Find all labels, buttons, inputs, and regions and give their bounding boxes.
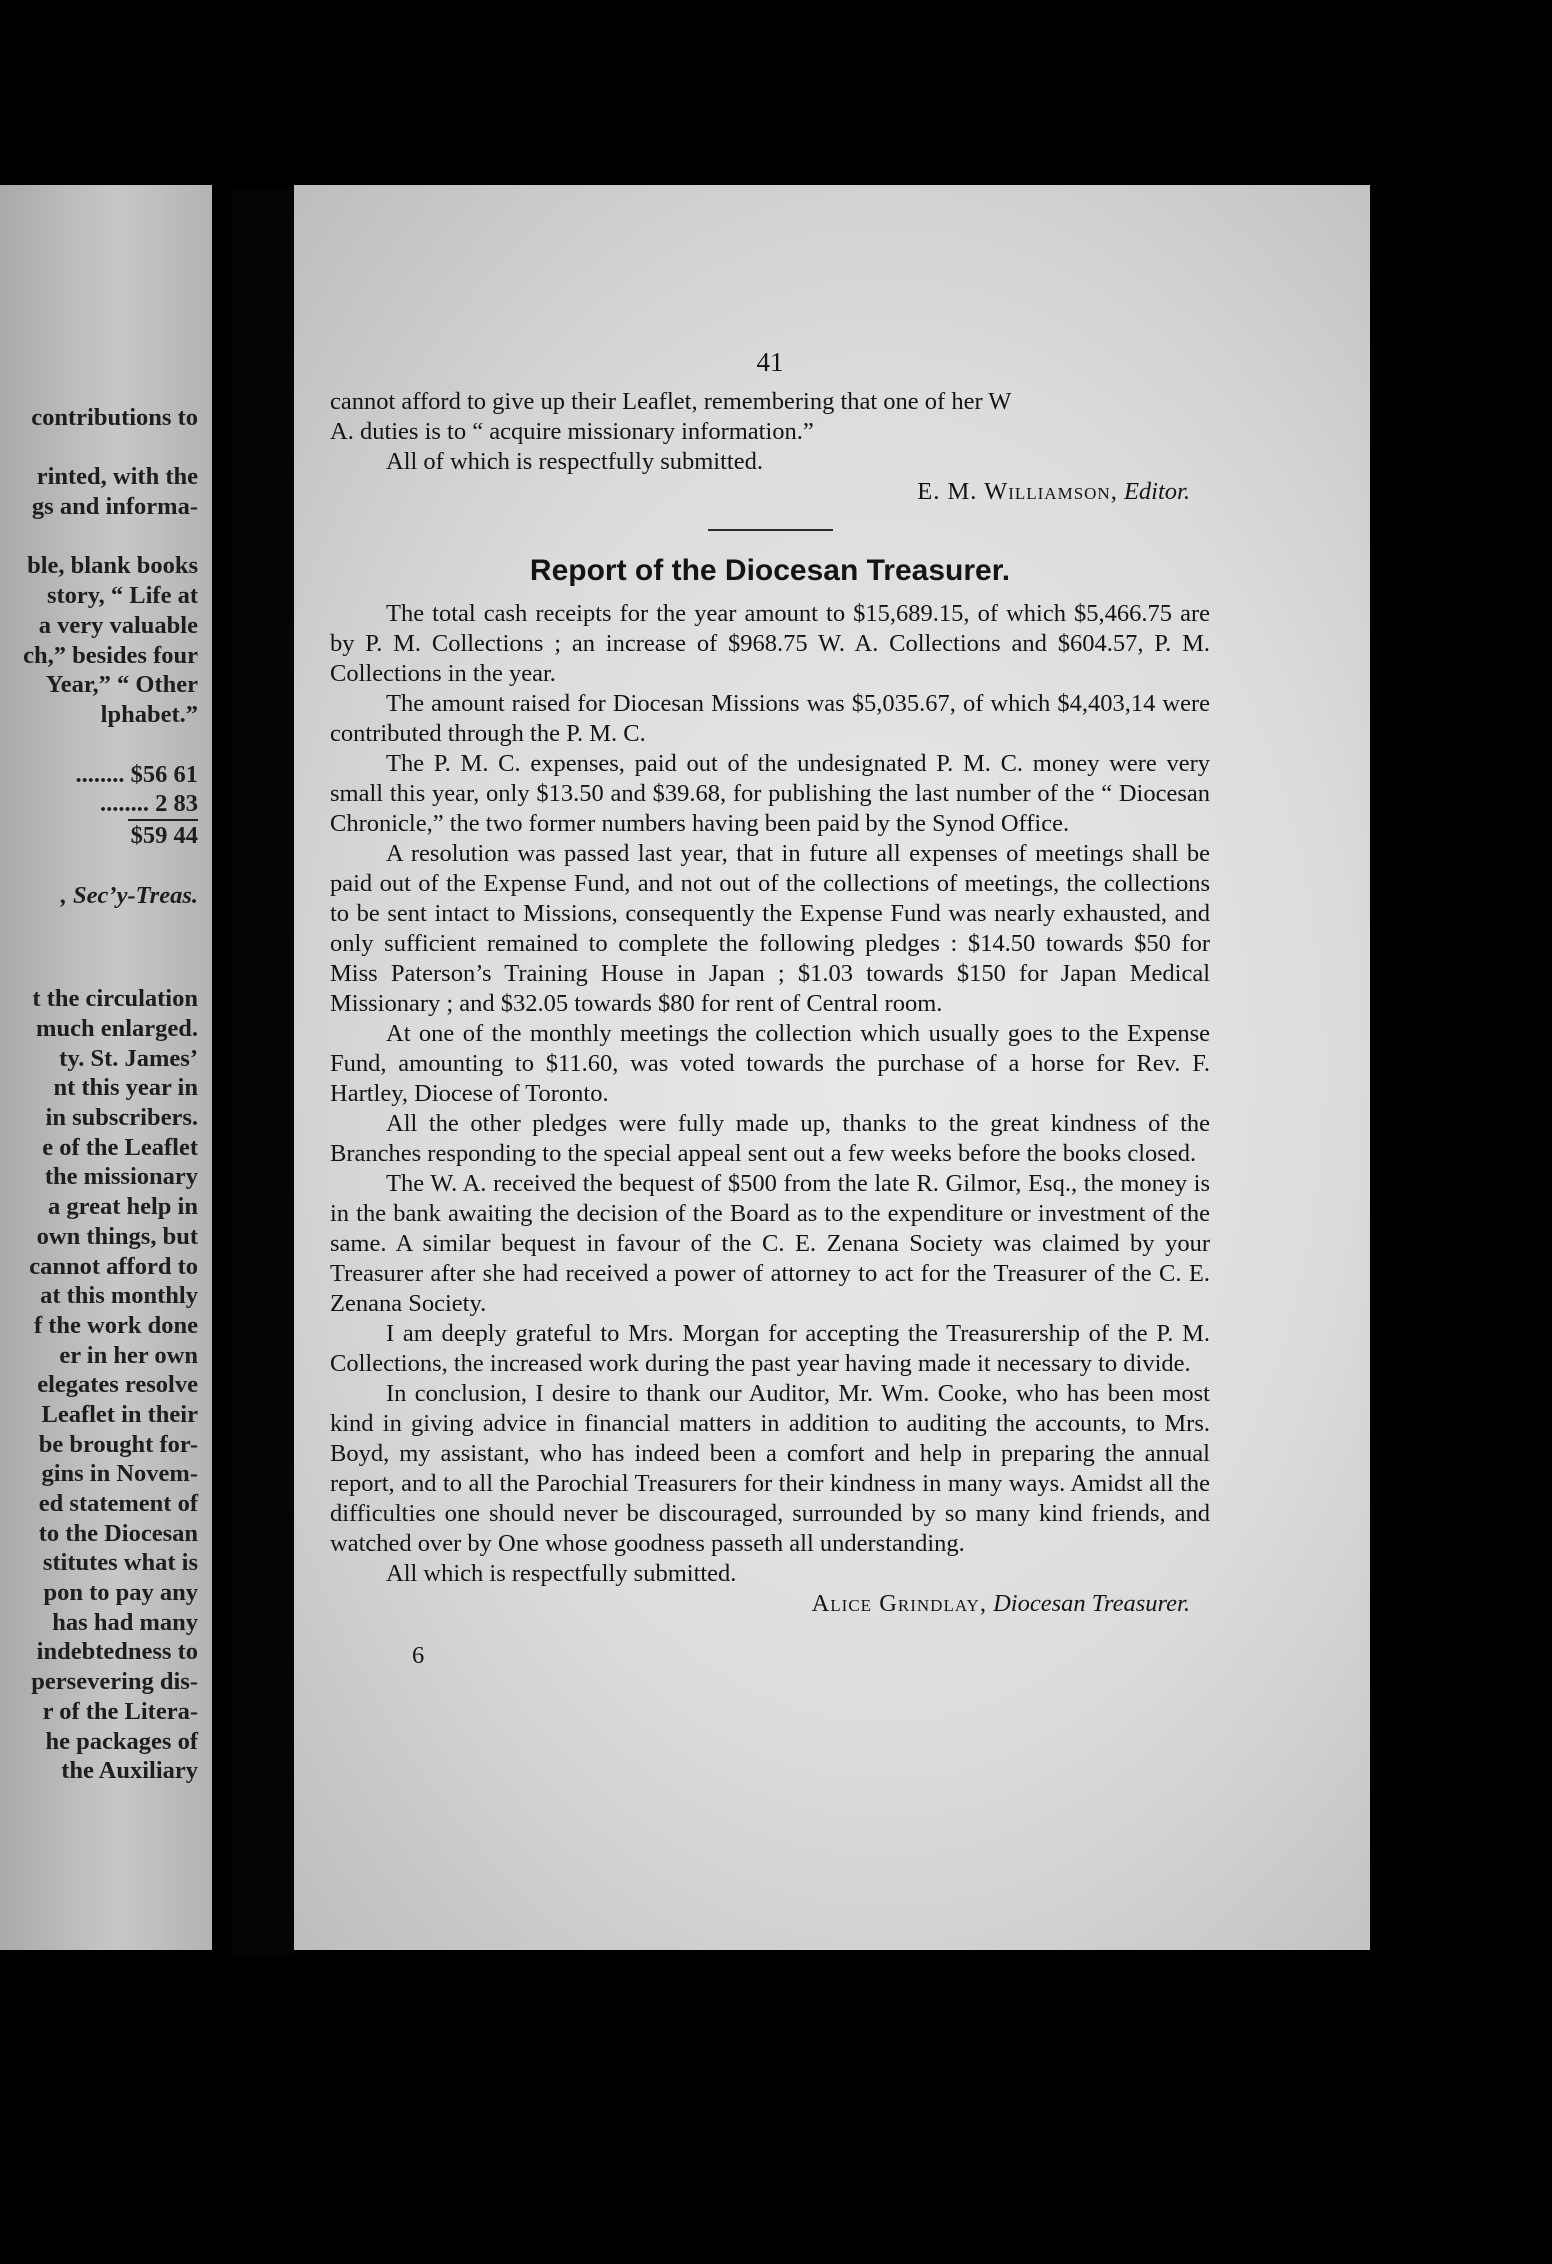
left-line: ble, blank books [27,552,198,580]
signature-mark: 6 [412,1642,425,1669]
report-paragraph: I am deeply grateful to Mrs. Morgan for accepting the Treasurership of the P. M. Collections, the increased work during the past year having made it necessary to divide. [330,1320,1210,1377]
report-paragraph: The amount raised for Diocesan Missions was $5,035.67, of which $4,403,14 were contributed through the P. M. C. [330,690,1210,747]
section-divider [708,529,833,531]
left-line: elegates resolve [37,1371,198,1399]
left-line: he packages of [45,1727,198,1755]
submitted-statement: All which is respectfully submitted. [386,1560,737,1587]
editor-name: E. M. Williamson, [917,478,1118,505]
left-line: ty. St. James’ [59,1044,198,1072]
left-line: Leaflet in their [41,1400,198,1428]
left-line: the Auxiliary [61,1757,198,1785]
section-title: Report of the Diocesan Treasurer. [529,554,1011,587]
left-line: be brought for- [38,1430,198,1458]
page-gutter [232,190,294,1955]
treasurer-title: Diocesan Treasurer. [993,1590,1190,1617]
editor-signoff [330,477,1210,507]
left-line: much enlarged. [36,1015,198,1042]
left-line: has had many [52,1608,198,1636]
left-line [0,433,198,463]
left-line: Year,” “ Other [45,671,198,699]
left-line: indebtedness to [36,1638,198,1666]
left-line: at this monthly [40,1282,198,1310]
left-line [0,522,198,552]
report-paragraph: The P. M. C. expenses, paid out of the undesignated P. M. C. money were very small this year, only $13.50 and $39.68, for publishing the last number of the “ Diocesan Chronicle,” the two former numbers having been paid by the Synod Office. [330,750,1210,837]
left-line: ed statement of [38,1490,198,1517]
left-line: r of the Litera- [42,1697,198,1725]
left-line: lphabet.” [100,700,198,728]
report-paragraph: All the other pledges were fully made up, thanks to the great kindness of the Branches responding to the special appeal sent out a few weeks before the books closed. [330,1110,1210,1167]
left-line: cannot afford to [29,1252,198,1280]
left-signer: , Sec’y-Treas. [60,881,198,909]
left-line: persevering dis- [31,1668,198,1696]
left-line: the missionary [44,1163,198,1191]
left-line: pon to pay any [43,1579,198,1607]
left-line: contributions to [31,404,198,431]
left-line: a great help in [48,1193,198,1221]
left-amount: ........ $56 61 [75,760,198,788]
left-line: t the circulation [32,985,198,1013]
editor-title: Editor. [1123,478,1190,505]
treasurer-signoff [330,1589,1210,1619]
page-number: 41 [756,347,784,377]
left-line: to the Diocesan [38,1519,198,1547]
left-line: rinted, with the [36,463,198,491]
left-amount-total: $59 44 [130,821,198,849]
report-paragraph: The total cash receipts for the year amount to $15,689.15, of which $5,466.75 are by P. M. Collections ; an increase of $968.75 W. A. Collections and $604.57, P. M. Collections in the year. [330,600,1210,687]
treasurer-name: Alice Grindlay, [811,1590,987,1617]
left-line: own things, but [36,1222,198,1250]
report-paragraph: In conclusion, I desire to thank our Auditor, Mr. Wm. Cooke, who has been most kind in giving advice in financial matters in addition to auditing the accounts, to Mrs. Boyd, my assistant, who has indeed been a comfort and help in preparing the annual report, and to all the Parochial Treasurers for their kindness in many ways. Amidst all the difficulties one should never be discouraged, surrounded by so many kind friends, and watched over by One whose goodness passeth all understanding. [330,1380,1210,1557]
left-lines-continued [0,984,198,1786]
opening-line: A. duties is to “ acquire missionary information.” [330,418,814,445]
left-line: er in her own [59,1341,198,1369]
submitted-statement: All of which is respectfully submitted. [386,448,763,475]
left-line: stitutes what is [42,1549,198,1577]
left-line: in subscribers. [45,1104,198,1132]
left-line: e of the Leaflet [42,1133,198,1161]
right-page [294,185,1370,1950]
report-paragraph: At one of the monthly meetings the collection which usually goes to the Expense Fund, amounting to $11.60, was voted towards the purchase of a horse for Rev. F. Hartley, Diocese of Toronto. [330,1020,1210,1107]
left-amount: ........ 2 83 [100,790,198,818]
left-line: ch,” besides four [23,641,198,669]
left-line: story, “ Life at [46,582,198,610]
left-line: f the work done [33,1311,198,1339]
left-line: a very valuable [38,611,198,639]
left-line: gs and informa- [31,493,198,521]
left-line: gins in Novem- [41,1460,198,1488]
left-line: nt this year in [53,1074,198,1102]
left-page-fragment [0,185,212,1950]
report-paragraph: The W. A. received the bequest of $500 from the late R. Gilmor, Esq., the money is in the bank awaiting the decision of the Board as to the expenditure or investment of the same. A similar bequest in favour of the C. E. Zenana Society was claimed by your Treasurer after she had received a power of attorney to act for the Treasurer of the C. E. Zenana Society. [330,1170,1210,1317]
page-content [330,337,1210,1671]
report-paragraph: A resolution was passed last year, that in future all expenses of meetings shall be paid out of the Expense Fund, and not out of the collections of meetings, the collections to be sent intact to Missions, consequently the Expense Fund was nearly exhausted, and only sufficient remained to complete the following pledges : $14.50 towards $50 for Miss Paterson’s Training House in Japan ; $1.03 towards $150 for Japan Medical Missionary ; and $32.05 towards $80 for rent of Central room. [330,840,1210,1017]
left-page-text [0,403,198,1786]
opening-line: cannot afford to give up their Leaflet, remembering that one of her W [330,388,1012,415]
